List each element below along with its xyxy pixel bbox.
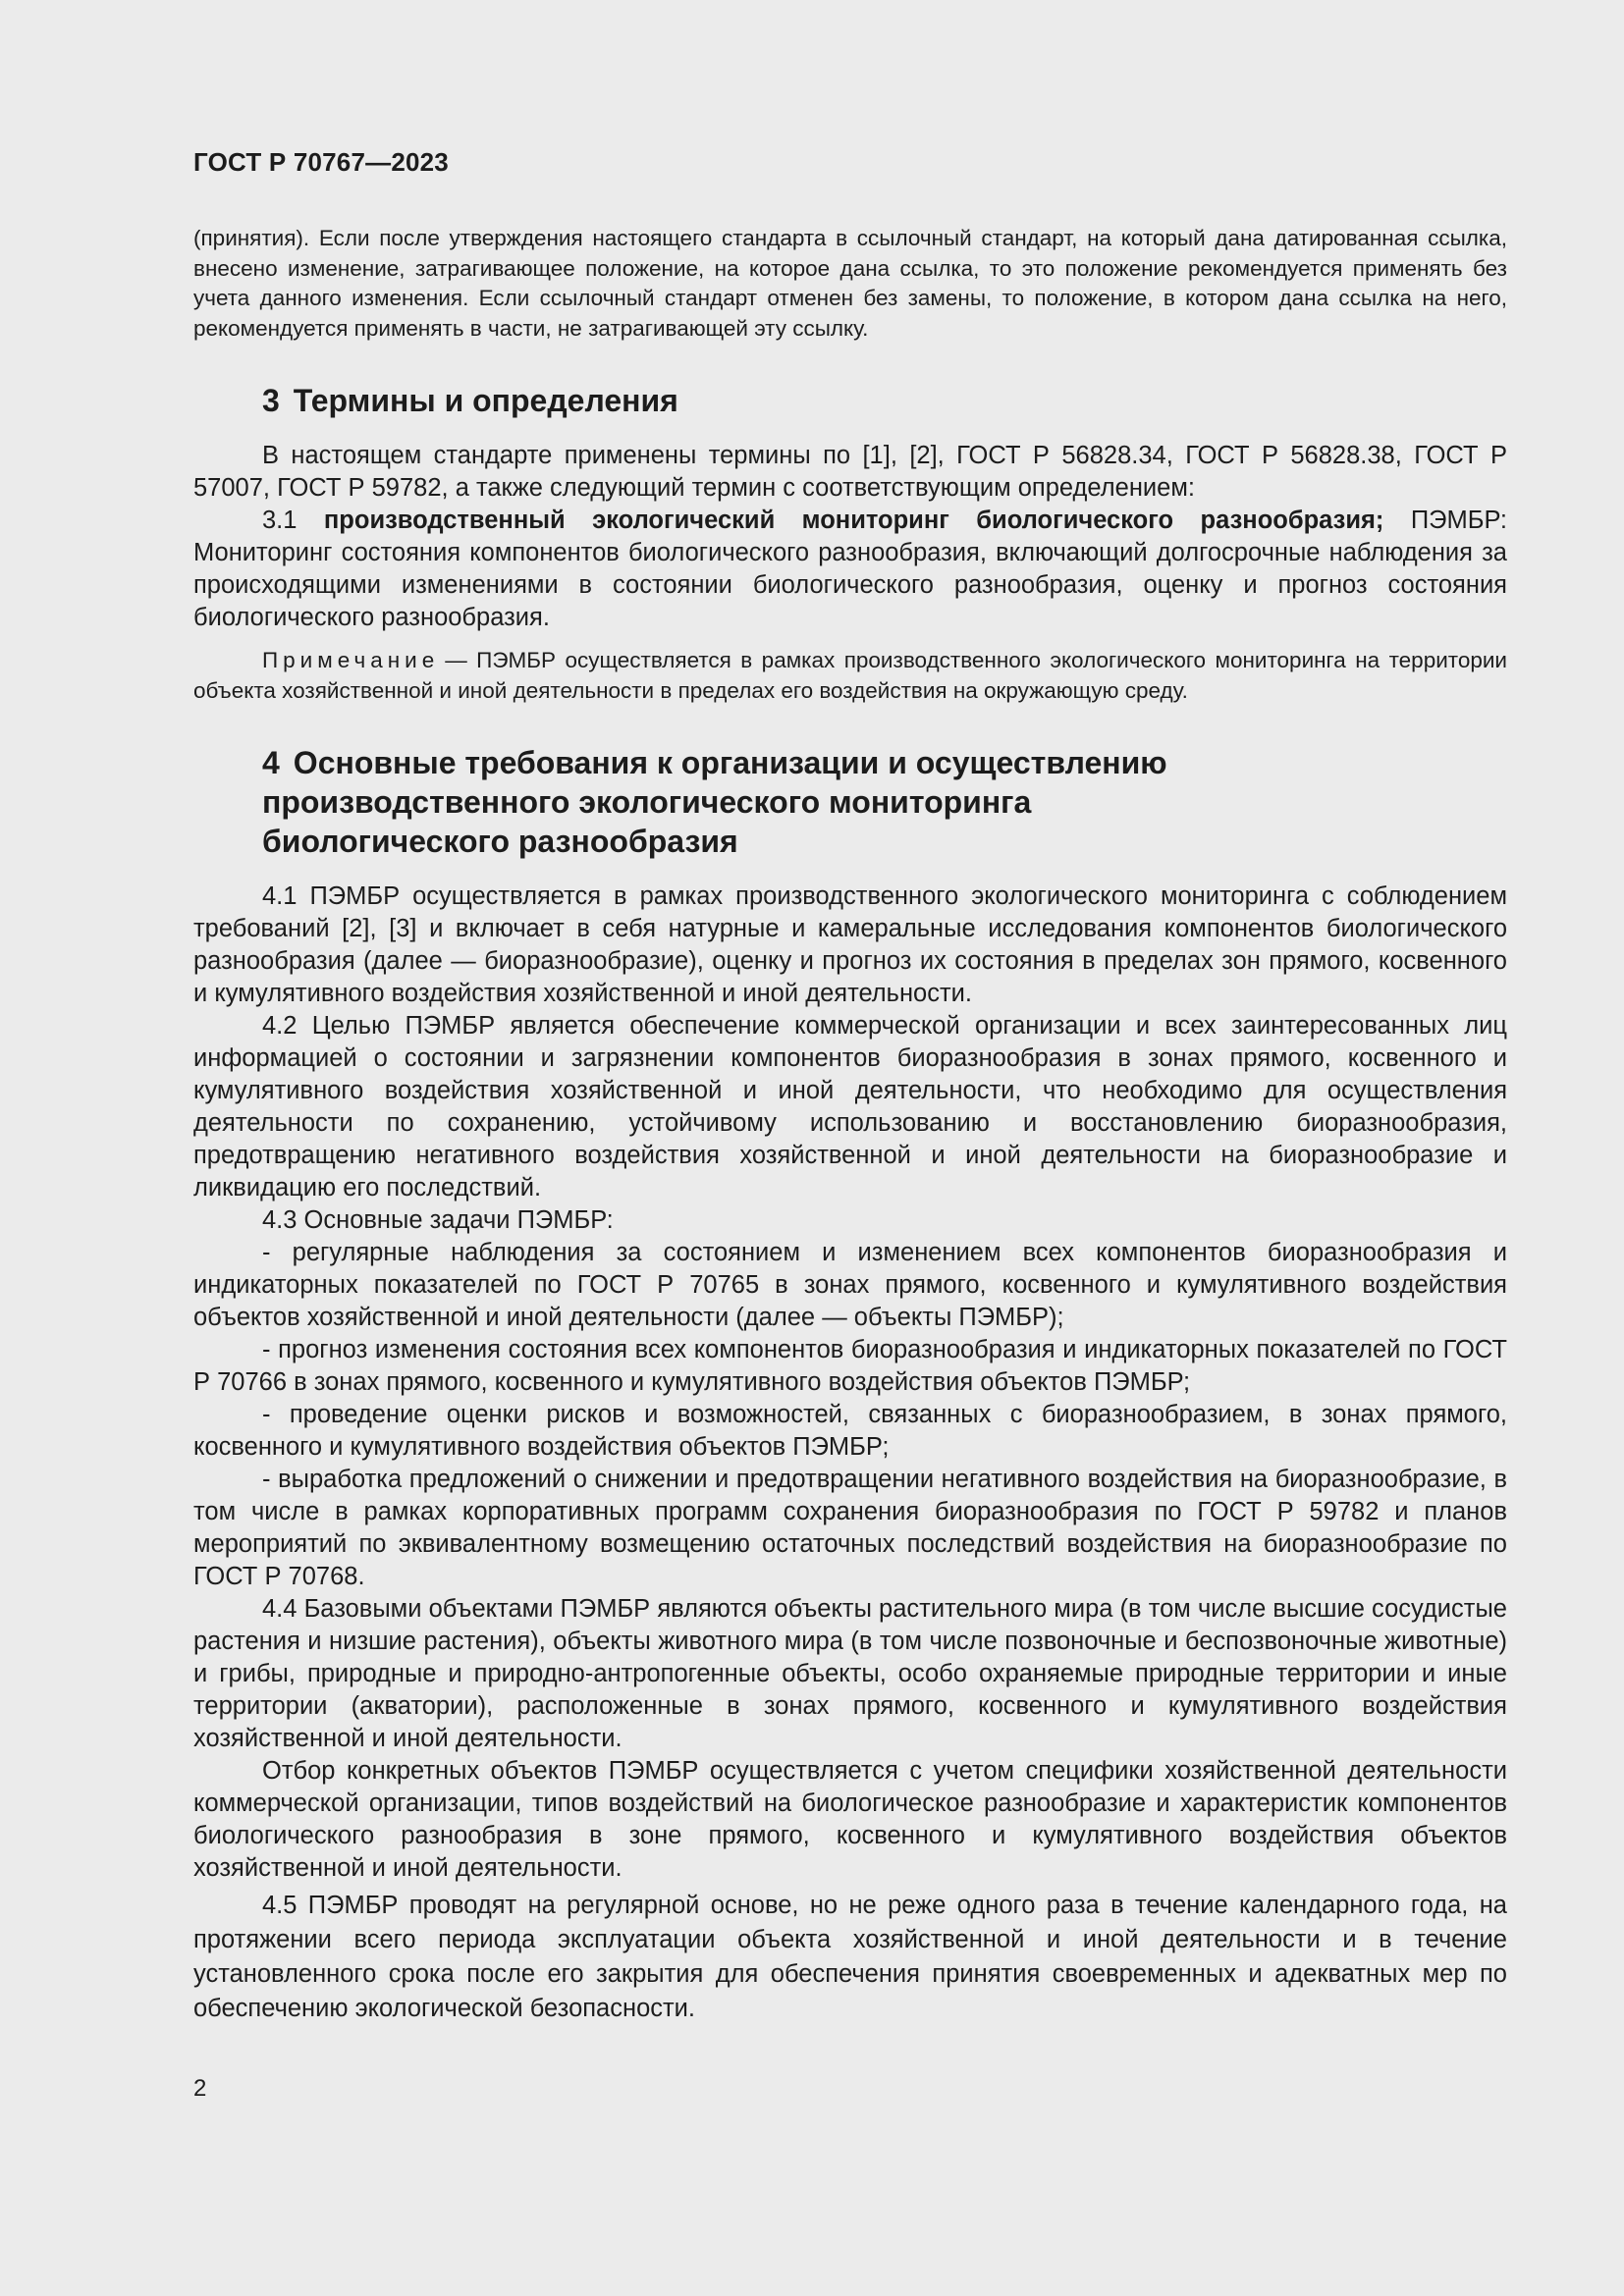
clause-4-2: 4.2 Целью ПЭМБР является обеспечение коммерческой организации и всех заинтересованных лиц информацией о состоянии и загрязнении компонентов биоразнообразия в зонах прямого, косвенного и кумулятивного воздействия хозяйственной и иной деятельности, что необходимо для осуществления деятельности по сохранению, устойчивому использованию и восстановлению биоразнообразия, предотвращению негативного воздействия хозяйственной и иной деятельности на биоразнообразие и ликвидацию его последствий. bbox=[193, 1012, 1507, 1201]
clause-4-4: 4.4 Базовыми объектами ПЭМБР являются объекты растительного мира (в том числе высшие сосудистые растения и низшие растения), объекты животного мира (в том числе позвоночные и беспозвоночные животные) и грибы, природные и природно-антропогенные объекты, особо охраняемые природные территории и иные территории (акватории), расположенные в зонах прямого, косвенного и кумулятивного воздействия хозяйственной и иной деятельности. bbox=[193, 1595, 1507, 1752]
section-4-title-line-2: производственного экологического мониторинга bbox=[262, 784, 1032, 820]
note-label: Примечание bbox=[262, 648, 440, 672]
clause-4-5: 4.5 ПЭМБР проводят на регулярной основе, но не реже одного раза в течение календарного года, на протяжении всего периода эксплуатации объекта хозяйственной и иной деятельности и в течение установленного срока после его закрытия для обеспечения принятия своевременных и адекватных мер по обеспечению экологической безопасности. bbox=[193, 1892, 1507, 2022]
page-content bbox=[193, 224, 1507, 2026]
section-3-intro: В настоящем стандарте применены термины по [1], [2], ГОСТ Р 56828.34, ГОСТ Р 56828.38, ГОСТ Р 57007, ГОСТ Р 59782, а также следующий термин с соответствующим определением: bbox=[193, 442, 1507, 502]
task-item-1: - регулярные наблюдения за состоянием и изменением всех компонентов биоразнообразия и индикаторных показателей по ГОСТ Р 70765 в зонах прямого, косвенного и кумулятивного воздействия объектов хозяйственной и иной деятельности (далее — объекты ПЭМБР); bbox=[193, 1239, 1507, 1331]
note-paragraph bbox=[193, 646, 1507, 706]
section-3-number: 3 bbox=[262, 383, 280, 418]
section-3-heading bbox=[193, 381, 1507, 420]
section-4-title-line-3: биологического разнообразия bbox=[262, 824, 738, 859]
clause-4-3: 4.3 Основные задачи ПЭМБР: bbox=[262, 1206, 614, 1234]
task-item-3: - проведение оценки рисков и возможностей, связанных с биоразнообразием, в зонах прямого, косвенного и кумулятивного воздействия объектов ПЭМБР; bbox=[193, 1401, 1507, 1461]
task-item-4: - выработка предложений о снижении и предотвращении негативного воздействия на биоразнообразие, в том числе в рамках корпоративных программ сохранения биоразнообразия по ГОСТ Р 59782 и планов мероприятий по эквивалентному возмещению остаточных последствий воздействия на биоразнообразие по ГОСТ Р 70768. bbox=[193, 1466, 1507, 1590]
term-number: 3.1 bbox=[262, 507, 324, 534]
clause-4-4-continued: Отбор конкретных объектов ПЭМБР осуществляется с учетом специфики хозяйственной деятельности коммерческой организации, типов воздействий на биологическое разнообразие и характеристик компонентов биологического разнообразия в зоне прямого, косвенного и кумулятивного воздействия объектов хозяйственной и иной деятельности. bbox=[193, 1757, 1507, 1882]
clause-4-1: 4.1 ПЭМБР осуществляется в рамках производственного экологического мониторинга с соблюдением требований [2], [3] и включает в себя натурные и камеральные исследования компонентов биологического разнообразия (далее — биоразнообразие), оценку и прогноз их состояния в пределах зон прямого, косвенного и кумулятивного воздействия хозяйственной и иной деятельности. bbox=[193, 882, 1507, 1007]
document-code-header: ГОСТ Р 70767—2023 bbox=[193, 147, 449, 177]
section-4-title-line-1: Основные требования к организации и осуществлению bbox=[293, 745, 1167, 780]
term-name: производственный экологический мониторинг биологического разнообразия; bbox=[323, 507, 1384, 534]
term-abbreviation: ПЭМБР: bbox=[1383, 507, 1507, 534]
term-3-1 bbox=[193, 505, 1507, 634]
intro-paragraph: (принятия). Если после утверждения настоящего стандарта в ссылочный стандарт, на который дана датированная ссылка, внесено изменение, затрагивающее положение, на которое дана ссылка, то это положение рекомендуется применять без учета данного изменения. Если ссылочный стандарт отменен без замены, то положение, в котором дана ссылка на него, рекомендуется применять в части, не затрагивающей эту ссылку. bbox=[193, 226, 1507, 341]
task-item-2: - прогноз изменения состояния всех компонентов биоразнообразия и индикаторных показателей по ГОСТ Р 70766 в зонах прямого, косвенного и кумулятивного воздействия объектов ПЭМБР; bbox=[193, 1336, 1507, 1396]
section-3-title: Термины и определения bbox=[293, 383, 678, 418]
section-4-number: 4 bbox=[262, 745, 280, 780]
note-text: — ПЭМБР осуществляется в рамках производственного экологического мониторинга на территории объекта хозяйственной и иной деятельности в пределах его воздействия на окружающую среду. bbox=[193, 648, 1507, 703]
section-4-heading bbox=[193, 743, 1507, 861]
term-definition: Мониторинг состояния компонентов биологического разнообразия, включающий долгосрочные наблюдения за происходящими изменениями в состоянии биологического разнообразия, оценку и прогноз состояния биологического разнообразия. bbox=[193, 539, 1507, 631]
page-number: 2 bbox=[193, 2075, 207, 2102]
